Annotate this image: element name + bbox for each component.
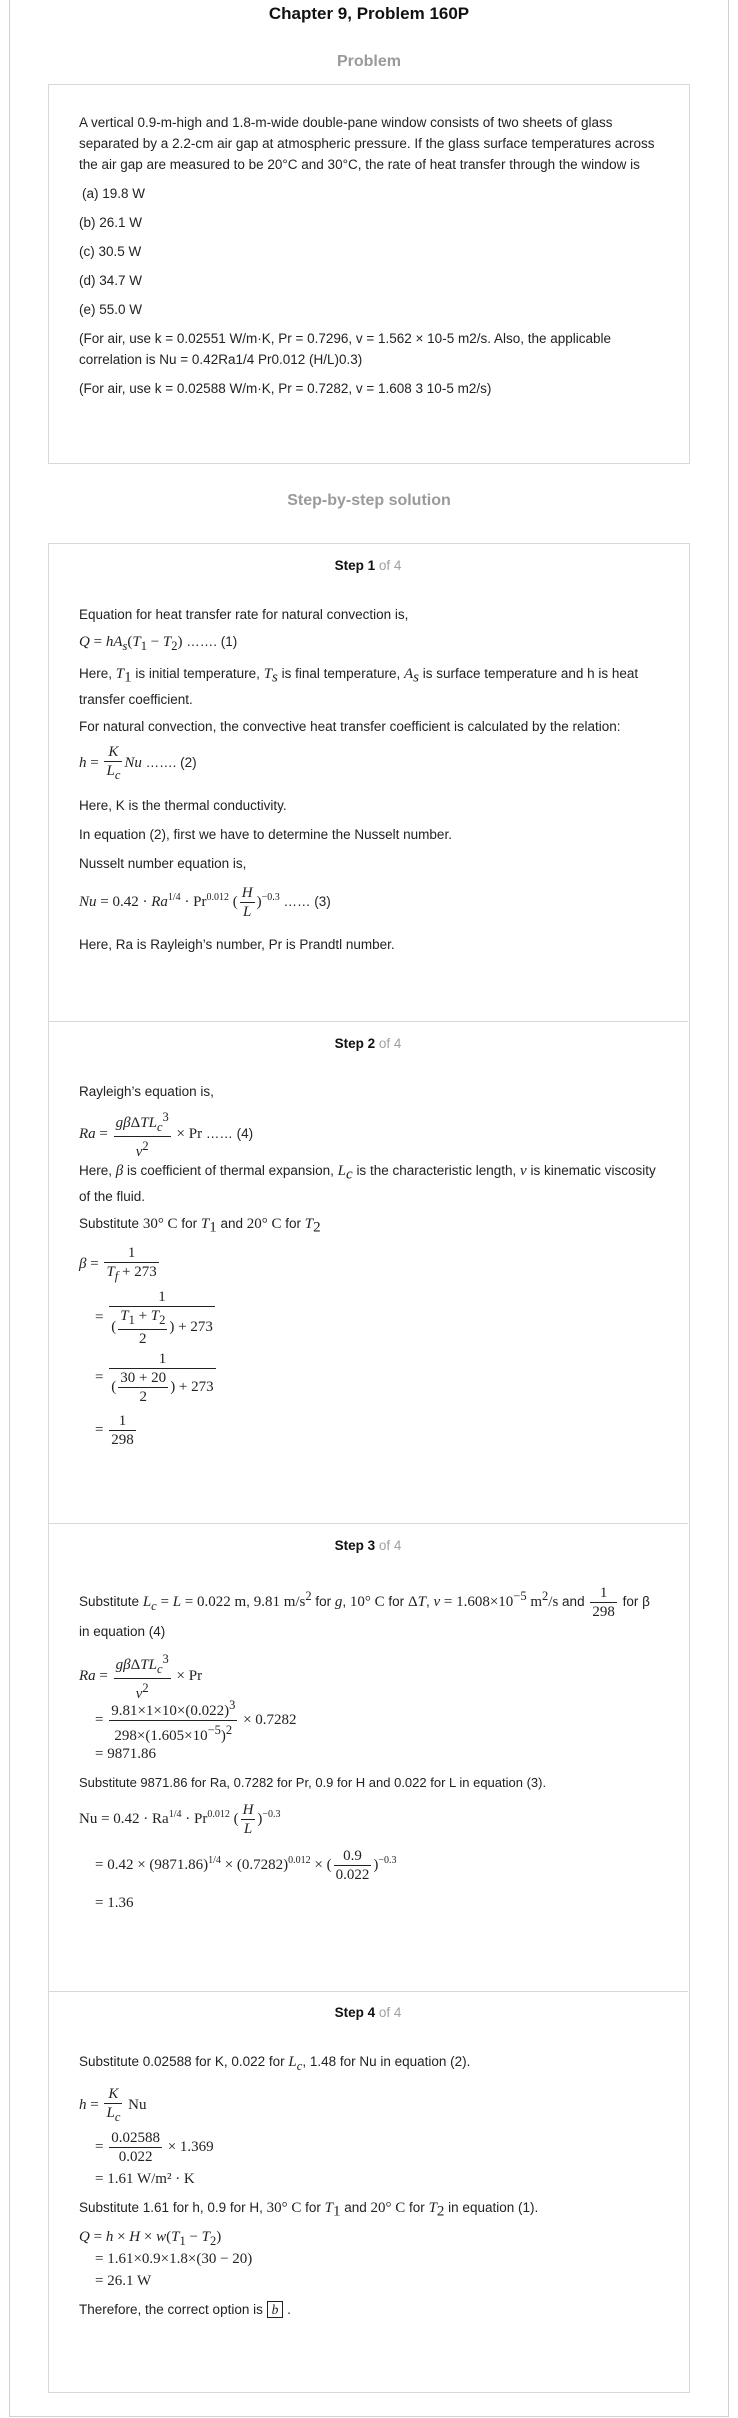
step-2-eq4: Ra = $\frac{g\beta\Delta TL_c^3}{\nu^2}$ × Pr …… (4) (79, 1110, 254, 1160)
step-3-nu-calc: $Nu = 0.42 \cdot Ra^{1/4} \cdot Pr^{0.012}$ ( $\frac{H}{L}$ )$^{-0.3}$ = $0.42 \times (9871.86)^{1/4} \times (0.7282)^{0.012}$ × ( $\frac{0.9}{0.022}$ )$^{-0.3}$ = 1.36 (79, 1802, 397, 1911)
step-1-here: Here, $T_1$ is initial temperature, $T_s$ is final temperature, $A_s$ is surface temperature and h is heat transfer coefficient. (79, 666, 639, 707)
step-divider (48, 1991, 688, 1992)
step-label: Step (334, 1538, 364, 1553)
step-1-eq1: $Q = hA_s(T_1 - T_2)$ ……. (1) (79, 634, 238, 653)
step-label: Step (334, 2005, 364, 2020)
step-1-ra-def: Here, Ra is Rayleigh’s number, Pr is Prandtl number. (79, 936, 395, 952)
step-4-header (48, 2005, 688, 2020)
here-t1: is initial temperature, (135, 666, 260, 681)
step-4-conclusion: Therefore, the correct option is b . (79, 2301, 291, 2317)
option-d: (d) 34.7 W (79, 273, 143, 288)
answer-box: b (267, 2301, 284, 2318)
subst-word: Substitute (79, 1594, 140, 1610)
lc-def: is the characteristic length, (356, 1163, 517, 1178)
subst2-text-b: in equation (1). (448, 2200, 539, 2215)
for-beta: for β in equation (4) (79, 1594, 650, 1639)
option-a: (a) 19.8 W (82, 186, 146, 201)
problem-note-1: (For air, use k = 0.02551 W/m·K, Pr = 0.7296, v = 1.562 × 10-5 m2/s. Also, the applicable correlation is Nu = 0.42Ra1/4 Pr0.012 (H/L)0.3) (79, 331, 612, 367)
ra-value: 9871.86 (107, 1746, 156, 1762)
step-4-subst2: Substitute 1.61 for h, 0.9 for H, 30° C for $T_1$ and 20° C for $T_2$ in equation (1). (79, 2200, 539, 2220)
step-2-beta-calc: β = $\frac{1}{T_f + 273}$ = 1 ( $\frac{T_1 + T_2}{2}$ ) + 273 = 1 ( $\frac{30 + 20}{2}$ ) + 273 = $\frac{1}{298}$ (79, 1245, 214, 1449)
step-3-ra-calc: Ra = $\frac{g\beta\Delta TL_c^3}{\nu^2}$ × Pr = $\frac{9.81\times 1\times 10\times(0.022)^3}{298\times(1.605\times 10^{-5})^2}$ × 0.7282 = 9871.86 (79, 1652, 297, 1762)
step-of-total: of 4 (378, 2005, 402, 2020)
step-2-body (79, 1081, 659, 1456)
step-1-eq2: h = $\frac{K}{L_c}$ Nu ……. (2) (79, 743, 197, 782)
problem-section-title: Problem (336, 53, 401, 70)
nu-value: 1.36 (107, 1895, 134, 1911)
step-divider (48, 1523, 688, 1524)
step-4-subst: Substitute 0.02588 for K, 0.022 for $L_c$, 1.48 for Nu in equation (2). (79, 2054, 471, 2073)
step-of-total: of 4 (378, 558, 402, 573)
step-1-k-def: Here, K is the thermal conductivity. (79, 797, 287, 813)
beta-def: is coefficient of thermal expansion, (127, 1163, 334, 1178)
step-4-h-calc: h = $\frac{K}{L_c}$ Nu = $\frac{0.02588}{0.022}$ × 1.369 = 1.61 W/m² · K (79, 2086, 214, 2187)
subst2-text: Substitute 1.61 for h, 0.9 for H, (79, 2200, 263, 2215)
solution-section-title: Step-by-step solution (287, 492, 451, 509)
eq1-label: ……. (1) (186, 634, 238, 649)
q-value: 26.1 W (107, 2272, 152, 2289)
step-of-total: of 4 (378, 1538, 402, 1553)
subst-text: Substitute 0.02588 for K, 0.022 for (79, 2054, 285, 2069)
step-label: Step (334, 1036, 364, 1051)
nu-def: is kinematic viscosity of the fluid. (79, 1163, 656, 1204)
step-divider (48, 1021, 688, 1022)
option-c: (c) 30.5 W (79, 244, 142, 259)
beta-result: 298 (111, 1432, 134, 1449)
eq2-label: ……. (2) (145, 754, 197, 770)
step-1-header (48, 558, 688, 573)
here-ts: is final temperature, (281, 666, 401, 681)
step-3-header (48, 1538, 688, 1553)
here-h: and h is heat transfer coefficient. (79, 666, 639, 707)
step-3-subst2: Substitute 9871.86 for Ra, 0.7282 for Pr, 0.9 for H and 0.022 for L in equation (3). (79, 1775, 547, 1790)
step-of-total: of 4 (378, 1036, 402, 1051)
step-1-natural: For natural convection, the convective heat transfer coefficient is calculated by the relation: (79, 718, 621, 734)
problem-statement: A vertical 0.9-m-high and 1.8-m-wide double-pane window consists of two sheets of glass separated by a 2.2-cm air gap at atmospheric pressure. If the glass surface temperatures across the air gap are measured to be 20°C and 30°C, the rate of heat transfer through the window is (79, 115, 655, 172)
step-3-body (79, 1584, 659, 1917)
step-1-eq3: $Nu = 0.42 \cdot Ra^{1/4} \cdot Pr^{0.012}$ ( $\frac{H}{L}$ )$^{-0.3}$ …… (3) (79, 884, 331, 920)
step-3-subst: Substitute $L_c = L = 0.022$ m, 9.81 $m/s^2$ for g, 10° C for ΔT, $\nu = 1.608\times 10^{-5}$ $m^2/s$ and $\frac{1}{298}$ for β in equation (4) (79, 1585, 650, 1639)
step-4-body (79, 2051, 659, 2320)
eq3-label: …… (3) (283, 893, 331, 909)
conclusion-text: Therefore, the correct option is (79, 2301, 263, 2317)
subst-word: Substitute (79, 1215, 140, 1231)
subst-text-b: , 1.48 for Nu in equation (2). (302, 2054, 471, 2069)
step-2-header (48, 1036, 688, 1051)
step-1-body (79, 604, 659, 955)
step-number: 2 (367, 1036, 376, 1051)
step-number: 1 (367, 558, 376, 573)
step-number: 4 (367, 2005, 376, 2020)
step-1-intro: Equation for heat transfer rate for natural convection is, (79, 607, 409, 622)
step-1-nusselt: Nusselt number equation is, (79, 855, 247, 871)
step-4-q-calc: $Q = h \times H \times w(T_1 - T_2)$ = 1.61×0.9×1.8×(30 − 20) = 26.1 W (79, 2228, 253, 2289)
step-2-intro: Rayleigh’s equation is, (79, 1084, 214, 1099)
step-2-subst: Substitute 30° C for $T_1$ and 20° C for $T_2$ (79, 1215, 321, 1236)
h-value: 1.61 W/m² · K (107, 2171, 195, 2187)
step-2-defs: Here, β is coefficient of thermal expansion, $L_c$ is the characteristic length, ν is kinematic viscosity of the fluid. (79, 1163, 656, 1204)
step-label: Step (334, 558, 364, 573)
page-title: Chapter 9, Problem 160P (268, 4, 470, 23)
step-1-first: In equation (2), first we have to determine the Nusselt number. (79, 826, 452, 842)
here-as: is surface temperature (422, 666, 558, 681)
eq4-label: …… (4) (205, 1125, 254, 1141)
option-e: (e) 55.0 W (79, 302, 143, 317)
step-number: 3 (367, 1538, 376, 1553)
problem-note-2: (For air, use k = 0.02588 W/m·K, Pr = 0.7282, v = 1.608 3 10-5 m2/s) (79, 381, 492, 396)
problem-body (79, 112, 659, 399)
option-b: (b) 26.1 W (79, 215, 143, 230)
